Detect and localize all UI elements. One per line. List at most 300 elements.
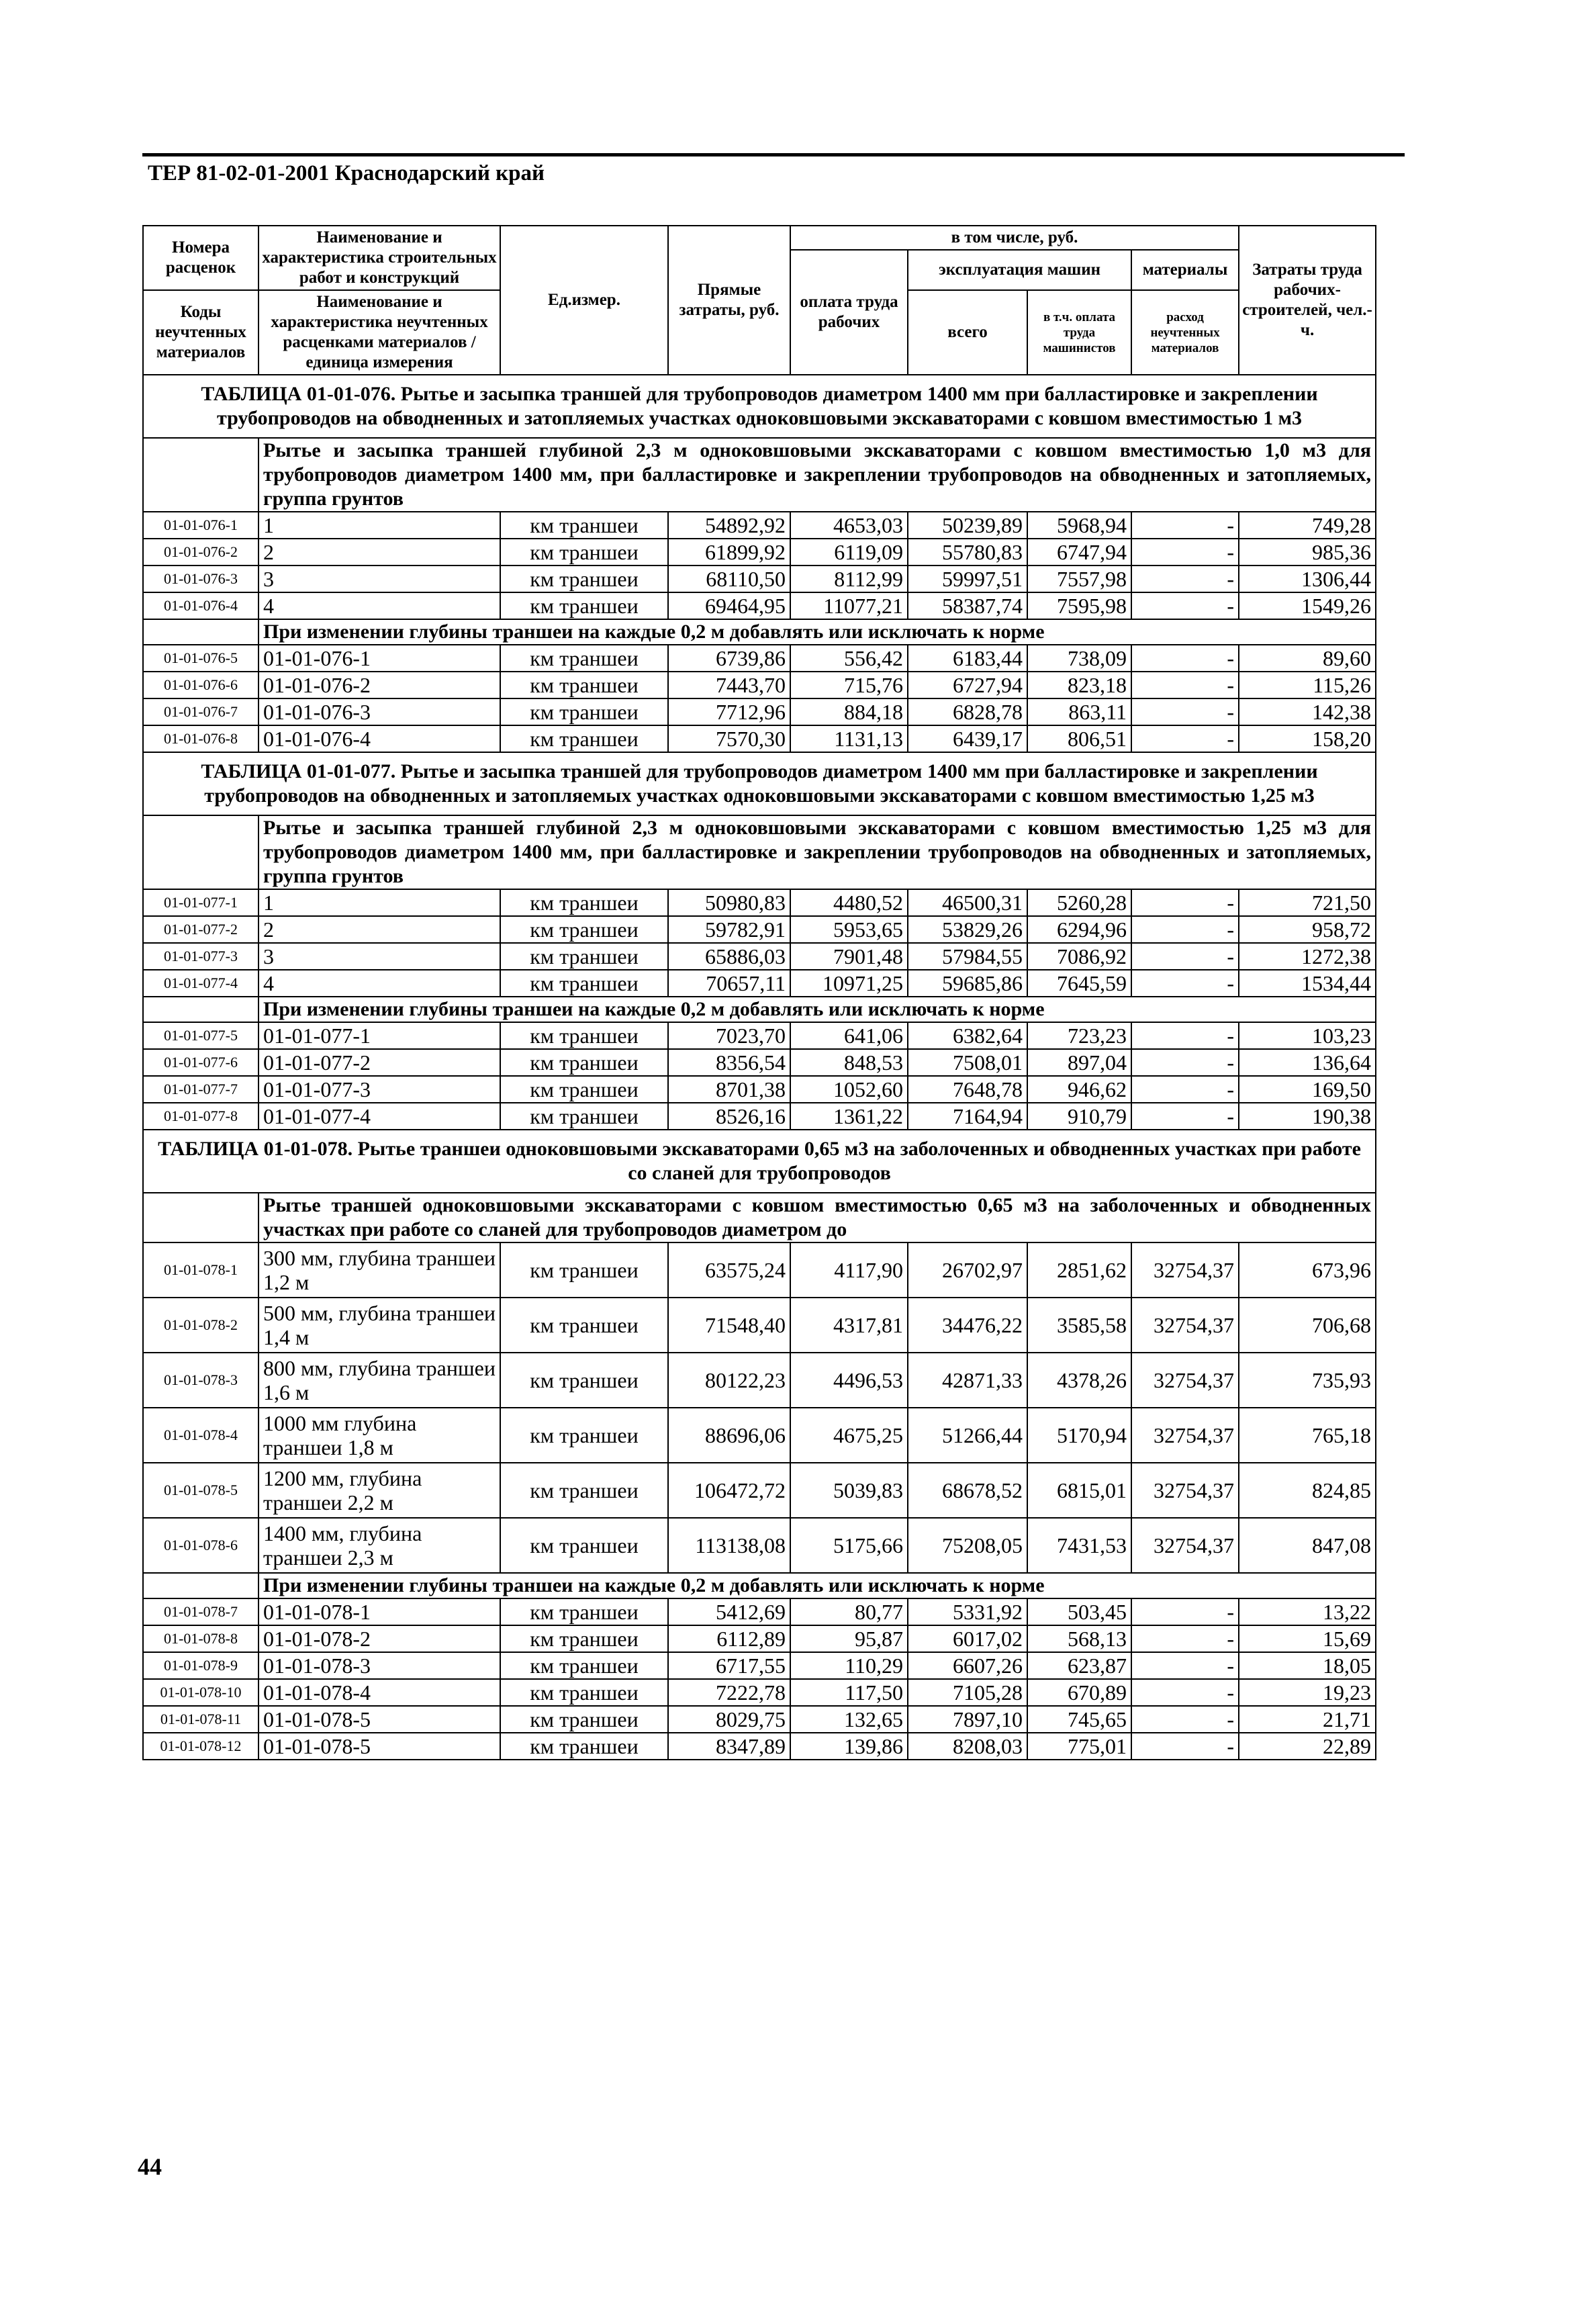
row-machines: 8208,03 xyxy=(908,1733,1027,1760)
row-unit: км траншеи xyxy=(500,698,668,725)
table-row xyxy=(143,512,1376,539)
rates-table xyxy=(142,225,1376,1760)
row-direct: 8356,54 xyxy=(668,1049,790,1076)
row-machinists-pay: 745,65 xyxy=(1027,1706,1131,1733)
row-name: 01-01-078-3 xyxy=(259,1652,500,1679)
row-labor: 4653,03 xyxy=(790,512,908,539)
row-labor-hours: 103,23 xyxy=(1239,1022,1376,1049)
col-machines: эксплуатация машин xyxy=(908,250,1131,290)
row-direct: 6112,89 xyxy=(668,1625,790,1652)
table-row xyxy=(143,1408,1376,1463)
table-title-row xyxy=(143,1130,1376,1193)
col-labor-cost: Затраты труда рабочих-строителей, чел.-ч. xyxy=(1239,226,1376,375)
row-labor: 1361,22 xyxy=(790,1103,908,1130)
row-direct: 113138,08 xyxy=(668,1518,790,1573)
note-code xyxy=(143,619,259,645)
row-name: 1200 мм, глубина траншеи 2,2 м xyxy=(259,1463,500,1518)
table-row xyxy=(143,1679,1376,1706)
table-row xyxy=(143,672,1376,698)
page-header: ТЕР 81-02-01-2001 Краснодарский край xyxy=(148,161,545,185)
row-labor-hours: 721,50 xyxy=(1239,889,1376,916)
row-name: 1 xyxy=(259,889,500,916)
row-labor-hours: 1549,26 xyxy=(1239,592,1376,619)
col-unit: Ед.измер. xyxy=(500,226,668,375)
row-direct: 88696,06 xyxy=(668,1408,790,1463)
row-direct: 70657,11 xyxy=(668,970,790,997)
col-code-top: Номера расценок xyxy=(143,226,259,290)
row-machines: 50239,89 xyxy=(908,512,1027,539)
row-unit: км траншеи xyxy=(500,970,668,997)
row-materials: - xyxy=(1131,1733,1239,1760)
row-machinists-pay: 806,51 xyxy=(1027,725,1131,752)
row-labor-hours: 169,50 xyxy=(1239,1076,1376,1103)
table-title-row xyxy=(143,752,1376,815)
row-machinists-pay: 623,87 xyxy=(1027,1652,1131,1679)
row-labor: 884,18 xyxy=(790,698,908,725)
row-unit: км траншеи xyxy=(500,1679,668,1706)
row-name: 01-01-076-1 xyxy=(259,645,500,672)
row-unit: км траншеи xyxy=(500,1652,668,1679)
row-name: 4 xyxy=(259,592,500,619)
row-labor-hours: 706,68 xyxy=(1239,1298,1376,1353)
header-rule xyxy=(142,153,1405,156)
row-code: 01-01-076-2 xyxy=(143,539,259,566)
row-materials: - xyxy=(1131,916,1239,943)
row-labor: 5175,66 xyxy=(790,1518,908,1573)
table-row xyxy=(143,1103,1376,1130)
row-direct: 7443,70 xyxy=(668,672,790,698)
row-code: 01-01-078-8 xyxy=(143,1625,259,1652)
depth-change-note: При изменении глубины траншеи на каждые 0,2 м добавлять или исключать к норме xyxy=(259,997,1376,1022)
row-machines: 6183,44 xyxy=(908,645,1027,672)
row-name: 01-01-077-3 xyxy=(259,1076,500,1103)
row-code: 01-01-077-2 xyxy=(143,916,259,943)
row-machinists-pay: 6815,01 xyxy=(1027,1463,1131,1518)
row-direct: 7023,70 xyxy=(668,1022,790,1049)
row-name: 3 xyxy=(259,566,500,592)
row-labor-hours: 190,38 xyxy=(1239,1103,1376,1130)
row-machinists-pay: 7645,59 xyxy=(1027,970,1131,997)
table-row xyxy=(143,725,1376,752)
row-machinists-pay: 3585,58 xyxy=(1027,1298,1131,1353)
row-labor-hours: 21,71 xyxy=(1239,1706,1376,1733)
row-materials: 32754,37 xyxy=(1131,1408,1239,1463)
row-unit: км траншеи xyxy=(500,566,668,592)
work-desc-row xyxy=(143,815,1376,889)
row-machinists-pay: 6294,96 xyxy=(1027,916,1131,943)
row-code: 01-01-078-1 xyxy=(143,1242,259,1298)
table-row xyxy=(143,1242,1376,1298)
row-code: 01-01-078-11 xyxy=(143,1706,259,1733)
note-row xyxy=(143,619,1376,645)
row-name: 01-01-076-2 xyxy=(259,672,500,698)
table-row xyxy=(143,1353,1376,1408)
row-name: 1000 мм глубина траншеи 1,8 м xyxy=(259,1408,500,1463)
row-materials: - xyxy=(1131,1049,1239,1076)
row-materials: - xyxy=(1131,1103,1239,1130)
row-unit: км траншеи xyxy=(500,1242,668,1298)
row-labor-hours: 749,28 xyxy=(1239,512,1376,539)
row-code: 01-01-077-8 xyxy=(143,1103,259,1130)
col-materials: материалы xyxy=(1131,250,1239,290)
table-title: ТАБЛИЦА 01-01-076. Рытье и засыпка траншей для трубопроводов диаметром 1400 мм при балластировке и закреплении трубопроводов на обводненных и затопляемых участках одноковшовыми экскаваторами с ковшом вместимостью 1 м3 xyxy=(143,375,1376,438)
row-labor-hours: 89,60 xyxy=(1239,645,1376,672)
row-direct: 8526,16 xyxy=(668,1103,790,1130)
row-labor-hours: 158,20 xyxy=(1239,725,1376,752)
row-direct: 6739,86 xyxy=(668,645,790,672)
row-machinists-pay: 4378,26 xyxy=(1027,1353,1131,1408)
table-row xyxy=(143,698,1376,725)
row-code: 01-01-077-4 xyxy=(143,970,259,997)
row-name: 3 xyxy=(259,943,500,970)
row-materials: - xyxy=(1131,1679,1239,1706)
row-machinists-pay: 863,11 xyxy=(1027,698,1131,725)
row-direct: 63575,24 xyxy=(668,1242,790,1298)
row-unit: км траншеи xyxy=(500,592,668,619)
row-unit: км траншеи xyxy=(500,1103,668,1130)
row-unit: км траншеи xyxy=(500,1733,668,1760)
row-materials: - xyxy=(1131,1598,1239,1625)
row-code: 01-01-077-7 xyxy=(143,1076,259,1103)
header-row-1 xyxy=(143,226,1376,250)
table-row xyxy=(143,592,1376,619)
row-materials: - xyxy=(1131,672,1239,698)
row-name: 2 xyxy=(259,916,500,943)
row-unit: км траншеи xyxy=(500,512,668,539)
col-mach-incl: в т.ч. оплата труда машинистов xyxy=(1027,290,1131,375)
row-labor-hours: 115,26 xyxy=(1239,672,1376,698)
row-labor: 10971,25 xyxy=(790,970,908,997)
row-labor-hours: 735,93 xyxy=(1239,1353,1376,1408)
row-materials: - xyxy=(1131,1022,1239,1049)
table-row xyxy=(143,1598,1376,1625)
row-code: 01-01-077-1 xyxy=(143,889,259,916)
col-code-bottom: Коды неучтенных материалов xyxy=(143,290,259,375)
row-machinists-pay: 670,89 xyxy=(1027,1679,1131,1706)
row-materials: - xyxy=(1131,725,1239,752)
row-machinists-pay: 823,18 xyxy=(1027,672,1131,698)
row-code: 01-01-078-12 xyxy=(143,1733,259,1760)
table-row xyxy=(143,1076,1376,1103)
row-code: 01-01-077-3 xyxy=(143,943,259,970)
table-row xyxy=(143,645,1376,672)
row-code: 01-01-076-5 xyxy=(143,645,259,672)
row-name: 500 мм, глубина траншеи 1,4 м xyxy=(259,1298,500,1353)
note-row xyxy=(143,1573,1376,1598)
row-materials: - xyxy=(1131,943,1239,970)
row-machinists-pay: 910,79 xyxy=(1027,1103,1131,1130)
row-labor-hours: 1306,44 xyxy=(1239,566,1376,592)
row-machines: 7164,94 xyxy=(908,1103,1027,1130)
note-row xyxy=(143,997,1376,1022)
row-labor: 1131,13 xyxy=(790,725,908,752)
row-name: 800 мм, глубина траншеи 1,6 м xyxy=(259,1353,500,1408)
table-row xyxy=(143,1022,1376,1049)
row-code: 01-01-078-9 xyxy=(143,1652,259,1679)
row-labor: 5953,65 xyxy=(790,916,908,943)
row-machines: 68678,52 xyxy=(908,1463,1027,1518)
work-description: Рытье траншей одноковшовыми экскаваторами с ковшом вместимостью 0,65 м3 на заболоченных и обводненных участках при работе со сланей для трубопроводов диаметром до xyxy=(259,1193,1376,1242)
row-materials: 32754,37 xyxy=(1131,1353,1239,1408)
row-materials: - xyxy=(1131,1652,1239,1679)
row-machines: 7648,78 xyxy=(908,1076,1027,1103)
row-name: 4 xyxy=(259,970,500,997)
work-desc-code xyxy=(143,1193,259,1242)
row-code: 01-01-076-8 xyxy=(143,725,259,752)
row-labor: 4317,81 xyxy=(790,1298,908,1353)
row-unit: км траншеи xyxy=(500,1518,668,1573)
table-row xyxy=(143,1049,1376,1076)
row-name: 01-01-076-3 xyxy=(259,698,500,725)
row-materials: - xyxy=(1131,1706,1239,1733)
row-labor: 1052,60 xyxy=(790,1076,908,1103)
row-name: 01-01-078-4 xyxy=(259,1679,500,1706)
page-number: 44 xyxy=(138,2153,162,2180)
row-machines: 6828,78 xyxy=(908,698,1027,725)
row-direct: 80122,23 xyxy=(668,1353,790,1408)
row-labor-hours: 142,38 xyxy=(1239,698,1376,725)
row-name: 01-01-078-5 xyxy=(259,1706,500,1733)
row-machines: 42871,33 xyxy=(908,1353,1027,1408)
row-name: 300 мм, глубина траншеи 1,2 м xyxy=(259,1242,500,1298)
row-unit: км траншеи xyxy=(500,1298,668,1353)
row-code: 01-01-076-6 xyxy=(143,672,259,698)
row-direct: 54892,92 xyxy=(668,512,790,539)
row-labor: 4117,90 xyxy=(790,1242,908,1298)
row-labor: 8112,99 xyxy=(790,566,908,592)
row-materials: - xyxy=(1131,889,1239,916)
row-direct: 71548,40 xyxy=(668,1298,790,1353)
row-direct: 69464,95 xyxy=(668,592,790,619)
row-direct: 7222,78 xyxy=(668,1679,790,1706)
row-labor-hours: 18,05 xyxy=(1239,1652,1376,1679)
row-direct: 61899,92 xyxy=(668,539,790,566)
row-machines: 7897,10 xyxy=(908,1706,1027,1733)
row-materials: - xyxy=(1131,539,1239,566)
row-materials: 32754,37 xyxy=(1131,1518,1239,1573)
row-machinists-pay: 6747,94 xyxy=(1027,539,1131,566)
table-row xyxy=(143,1733,1376,1760)
row-direct: 8029,75 xyxy=(668,1706,790,1733)
row-labor-hours: 22,89 xyxy=(1239,1733,1376,1760)
row-machines: 59685,86 xyxy=(908,970,1027,997)
row-code: 01-01-076-7 xyxy=(143,698,259,725)
row-machinists-pay: 738,09 xyxy=(1027,645,1131,672)
row-machines: 7508,01 xyxy=(908,1049,1027,1076)
row-machines: 5331,92 xyxy=(908,1598,1027,1625)
row-unit: км траншеи xyxy=(500,1022,668,1049)
row-code: 01-01-078-5 xyxy=(143,1463,259,1518)
row-machinists-pay: 897,04 xyxy=(1027,1049,1131,1076)
row-name: 01-01-077-2 xyxy=(259,1049,500,1076)
row-materials: - xyxy=(1131,512,1239,539)
row-machines: 34476,22 xyxy=(908,1298,1027,1353)
row-labor-hours: 958,72 xyxy=(1239,916,1376,943)
row-direct: 7570,30 xyxy=(668,725,790,752)
row-name: 2 xyxy=(259,539,500,566)
row-unit: км траншеи xyxy=(500,1353,668,1408)
row-name: 01-01-077-1 xyxy=(259,1022,500,1049)
table-title-row xyxy=(143,375,1376,438)
row-machines: 53829,26 xyxy=(908,916,1027,943)
table-row xyxy=(143,566,1376,592)
row-unit: км траншеи xyxy=(500,1076,668,1103)
row-name: 01-01-078-2 xyxy=(259,1625,500,1652)
row-unit: км траншеи xyxy=(500,725,668,752)
row-labor-hours: 985,36 xyxy=(1239,539,1376,566)
row-unit: км траншеи xyxy=(500,539,668,566)
table-row xyxy=(143,1625,1376,1652)
note-code xyxy=(143,1573,259,1598)
row-machines: 6607,26 xyxy=(908,1652,1027,1679)
row-unit: км траншеи xyxy=(500,672,668,698)
row-labor-hours: 136,64 xyxy=(1239,1049,1376,1076)
row-machinists-pay: 503,45 xyxy=(1027,1598,1131,1625)
row-labor: 6119,09 xyxy=(790,539,908,566)
row-machinists-pay: 5260,28 xyxy=(1027,889,1131,916)
col-direct: Прямые затраты, руб. xyxy=(668,226,790,375)
col-name-top: Наименование и характеристика строительных работ и конструкций xyxy=(259,226,500,290)
row-labor: 139,86 xyxy=(790,1733,908,1760)
table-row xyxy=(143,1298,1376,1353)
table-row xyxy=(143,1652,1376,1679)
row-machines: 57984,55 xyxy=(908,943,1027,970)
row-unit: км траншеи xyxy=(500,943,668,970)
work-description: Рытье и засыпка траншей глубиной 2,3 м одноковшовыми экскаваторами с ковшом вместимостью 1,0 м3 для трубопроводов диаметром 1400 мм, при балластировке и закреплении трубопроводов на обводненных и затопляемых, группа грунтов xyxy=(259,438,1376,512)
row-unit: км траншеи xyxy=(500,1408,668,1463)
depth-change-note: При изменении глубины траншеи на каждые 0,2 м добавлять или исключать к норме xyxy=(259,1573,1376,1598)
table-row xyxy=(143,1518,1376,1573)
table-row xyxy=(143,1463,1376,1518)
row-name: 01-01-078-1 xyxy=(259,1598,500,1625)
row-machinists-pay: 568,13 xyxy=(1027,1625,1131,1652)
row-labor: 117,50 xyxy=(790,1679,908,1706)
row-direct: 8701,38 xyxy=(668,1076,790,1103)
row-direct: 59782,91 xyxy=(668,916,790,943)
row-code: 01-01-078-4 xyxy=(143,1408,259,1463)
row-labor: 132,65 xyxy=(790,1706,908,1733)
row-machinists-pay: 5170,94 xyxy=(1027,1408,1131,1463)
row-name: 01-01-078-5 xyxy=(259,1733,500,1760)
work-description: Рытье и засыпка траншей глубиной 2,3 м одноковшовыми экскаваторами с ковшом вместимостью 1,25 м3 для трубопроводов диаметром 1400 мм, при балластировке и закреплении трубопроводов на обводненных и затопляемых, группа грунтов xyxy=(259,815,1376,889)
row-labor-hours: 13,22 xyxy=(1239,1598,1376,1625)
row-unit: км траншеи xyxy=(500,1706,668,1733)
row-unit: км траншеи xyxy=(500,1463,668,1518)
work-desc-row xyxy=(143,438,1376,512)
col-labor-pay: оплата труда рабочих xyxy=(790,250,908,375)
row-code: 01-01-078-3 xyxy=(143,1353,259,1408)
row-labor: 715,76 xyxy=(790,672,908,698)
row-machines: 55780,83 xyxy=(908,539,1027,566)
depth-change-note: При изменении глубины траншеи на каждые 0,2 м добавлять или исключать к норме xyxy=(259,619,1376,645)
row-code: 01-01-077-5 xyxy=(143,1022,259,1049)
col-name-bottom: Наименование и характеристика неучтенных расценками материалов / единица измерения xyxy=(259,290,500,375)
row-labor: 95,87 xyxy=(790,1625,908,1652)
row-materials: - xyxy=(1131,592,1239,619)
row-machines: 7105,28 xyxy=(908,1679,1027,1706)
col-incl: в том числе, руб. xyxy=(790,226,1239,250)
row-name: 01-01-077-4 xyxy=(259,1103,500,1130)
row-materials: 32754,37 xyxy=(1131,1463,1239,1518)
row-labor-hours: 824,85 xyxy=(1239,1463,1376,1518)
table-row xyxy=(143,539,1376,566)
row-materials: - xyxy=(1131,1625,1239,1652)
row-machines: 51266,44 xyxy=(908,1408,1027,1463)
row-labor-hours: 1272,38 xyxy=(1239,943,1376,970)
row-labor: 110,29 xyxy=(790,1652,908,1679)
row-labor: 4496,53 xyxy=(790,1353,908,1408)
work-desc-row xyxy=(143,1193,1376,1242)
row-direct: 65886,03 xyxy=(668,943,790,970)
row-labor: 11077,21 xyxy=(790,592,908,619)
row-machines: 46500,31 xyxy=(908,889,1027,916)
table-row xyxy=(143,889,1376,916)
row-machinists-pay: 723,23 xyxy=(1027,1022,1131,1049)
row-machinists-pay: 7086,92 xyxy=(1027,943,1131,970)
row-machines: 6727,94 xyxy=(908,672,1027,698)
table-row xyxy=(143,916,1376,943)
row-labor-hours: 1534,44 xyxy=(1239,970,1376,997)
row-unit: км траншеи xyxy=(500,916,668,943)
row-code: 01-01-076-1 xyxy=(143,512,259,539)
row-code: 01-01-076-4 xyxy=(143,592,259,619)
row-materials: 32754,37 xyxy=(1131,1298,1239,1353)
row-direct: 50980,83 xyxy=(668,889,790,916)
row-unit: км траншеи xyxy=(500,889,668,916)
row-machinists-pay: 775,01 xyxy=(1027,1733,1131,1760)
row-machines: 75208,05 xyxy=(908,1518,1027,1573)
row-name: 01-01-076-4 xyxy=(259,725,500,752)
row-code: 01-01-078-10 xyxy=(143,1679,259,1706)
row-direct: 7712,96 xyxy=(668,698,790,725)
row-machines: 58387,74 xyxy=(908,592,1027,619)
work-desc-code xyxy=(143,438,259,512)
row-code: 01-01-076-3 xyxy=(143,566,259,592)
row-machines: 59997,51 xyxy=(908,566,1027,592)
row-direct: 5412,69 xyxy=(668,1598,790,1625)
row-machinists-pay: 7557,98 xyxy=(1027,566,1131,592)
row-machinists-pay: 5968,94 xyxy=(1027,512,1131,539)
table-row xyxy=(143,943,1376,970)
row-labor: 641,06 xyxy=(790,1022,908,1049)
work-desc-code xyxy=(143,815,259,889)
row-labor: 5039,83 xyxy=(790,1463,908,1518)
row-labor: 848,53 xyxy=(790,1049,908,1076)
row-materials: - xyxy=(1131,645,1239,672)
row-code: 01-01-078-6 xyxy=(143,1518,259,1573)
row-labor: 80,77 xyxy=(790,1598,908,1625)
table-row xyxy=(143,970,1376,997)
row-machines: 6017,02 xyxy=(908,1625,1027,1652)
row-machinists-pay: 7431,53 xyxy=(1027,1518,1131,1573)
row-materials: - xyxy=(1131,698,1239,725)
row-labor-hours: 847,08 xyxy=(1239,1518,1376,1573)
row-unit: км траншеи xyxy=(500,1625,668,1652)
row-machinists-pay: 2851,62 xyxy=(1027,1242,1131,1298)
row-labor-hours: 15,69 xyxy=(1239,1625,1376,1652)
row-direct: 68110,50 xyxy=(668,566,790,592)
row-labor-hours: 765,18 xyxy=(1239,1408,1376,1463)
row-code: 01-01-077-6 xyxy=(143,1049,259,1076)
row-code: 01-01-078-2 xyxy=(143,1298,259,1353)
row-labor: 4675,25 xyxy=(790,1408,908,1463)
row-name: 1 xyxy=(259,512,500,539)
col-mat-usage: расход неучтенных материалов xyxy=(1131,290,1239,375)
row-materials: - xyxy=(1131,1076,1239,1103)
row-labor: 556,42 xyxy=(790,645,908,672)
row-machinists-pay: 7595,98 xyxy=(1027,592,1131,619)
table-title: ТАБЛИЦА 01-01-078. Рытье траншеи одноковшовыми экскаваторами 0,65 м3 на заболоченных и обводненных участках при работе со сланей для трубопроводов xyxy=(143,1130,1376,1193)
